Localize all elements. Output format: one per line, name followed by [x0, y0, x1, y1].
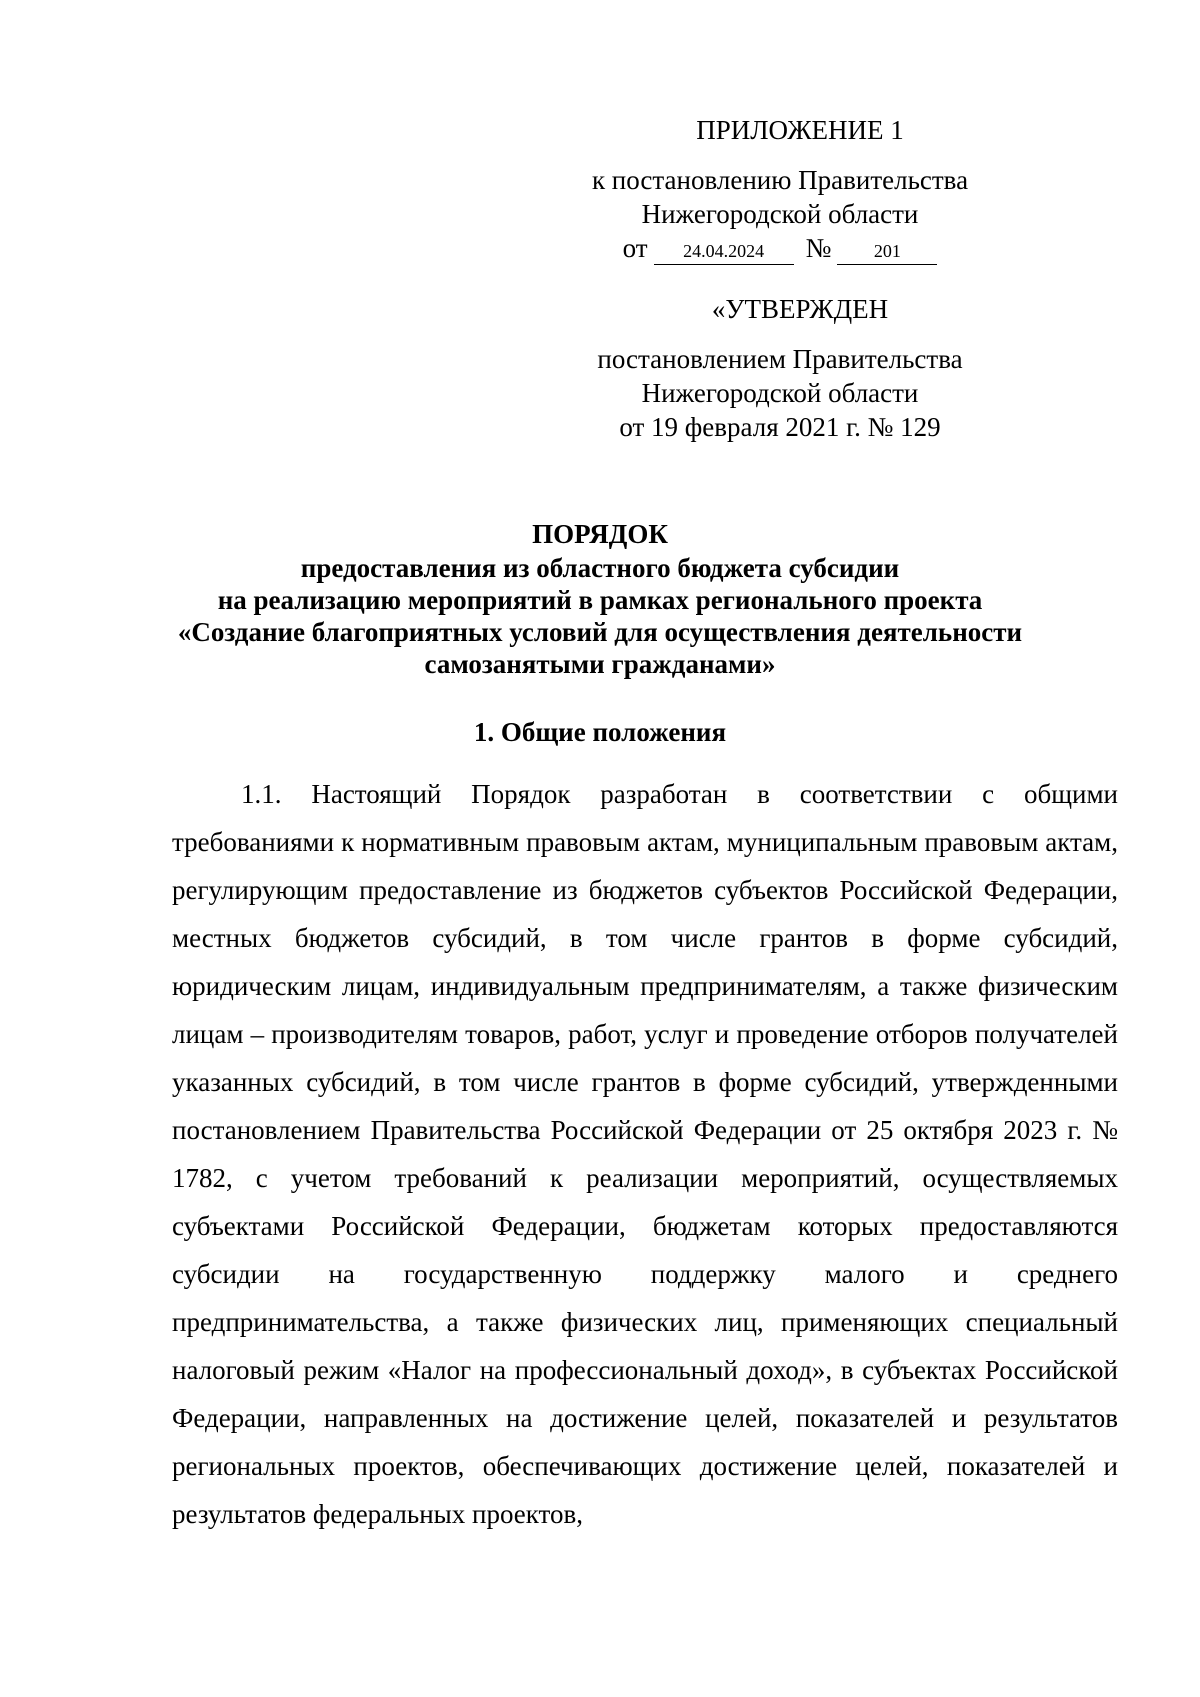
number-sign: № — [805, 233, 832, 263]
decree-date-field: 24.04.2024 — [654, 240, 794, 265]
approved-title: «УТВЕРЖДЕН — [711, 294, 889, 324]
approved-line-3: от 19 февраля 2021 г. № 129 — [619, 412, 941, 442]
appendix-line-2: Нижегородской области — [641, 199, 919, 229]
appendix-reference — [560, 163, 1000, 265]
approved-line-1: постановлением Правительства — [597, 344, 963, 374]
subtitle-line: предоставления из областного бюджета субсидии — [300, 553, 900, 583]
approved-line-2: Нижегородской области — [641, 378, 919, 408]
from-label: от — [622, 233, 648, 263]
appendix-title: ПРИЛОЖЕНИЕ 1 — [696, 115, 904, 145]
document-subtitle — [140, 552, 1060, 680]
subtitle-line: на реализацию мероприятий в рамках регионального проекта — [217, 585, 983, 615]
subtitle-line: самозанятыми гражданами» — [424, 649, 776, 679]
appendix-date-line — [560, 231, 1000, 265]
section-heading: 1. Общие положения — [473, 717, 727, 747]
approved-reference — [560, 342, 1000, 444]
document-title: ПОРЯДОК — [532, 519, 668, 549]
paragraph-1-1: 1.1. Настоящий Порядок разработан в соответствии с общими требованиями к нормативным правовым актам, муниципальным правовым актам, регулирующим предоставление из бюджетов субъектов Российской Федерации, местных бюджетов субсидий, в том числе грантов в форме субсидий, юридическим лицам, индивидуальным предпринимателям, а также физическим лицам – производителям товаров, работ, услуг и проведение отборов получателей указанных субсидий, в том числе грантов в форме субсидий, утвержденными постановлением Правительства Российской Федерации от 25 октября 2023 г. № 1782, с учетом требований к реализации мероприятий, осуществляемых субъектами Российской Федерации, бюджетам которых предоставляются субсидии на государственную поддержку малого и среднего предпринимательства, а также физических лиц, применяющих специальный налоговый режим «Налог на профессиональный доход», в субъектах Российской Федерации, направленных на достижение целей, показателей и результатов региональных проектов, обеспечивающих достижение целей, показателей и результатов федеральных проектов, — [172, 779, 1118, 1529]
appendix-line-1: к постановлению Правительства — [591, 165, 969, 195]
decree-number-field: 201 — [837, 240, 937, 265]
subtitle-line: «Создание благоприятных условий для осуществления деятельности — [177, 617, 1023, 647]
